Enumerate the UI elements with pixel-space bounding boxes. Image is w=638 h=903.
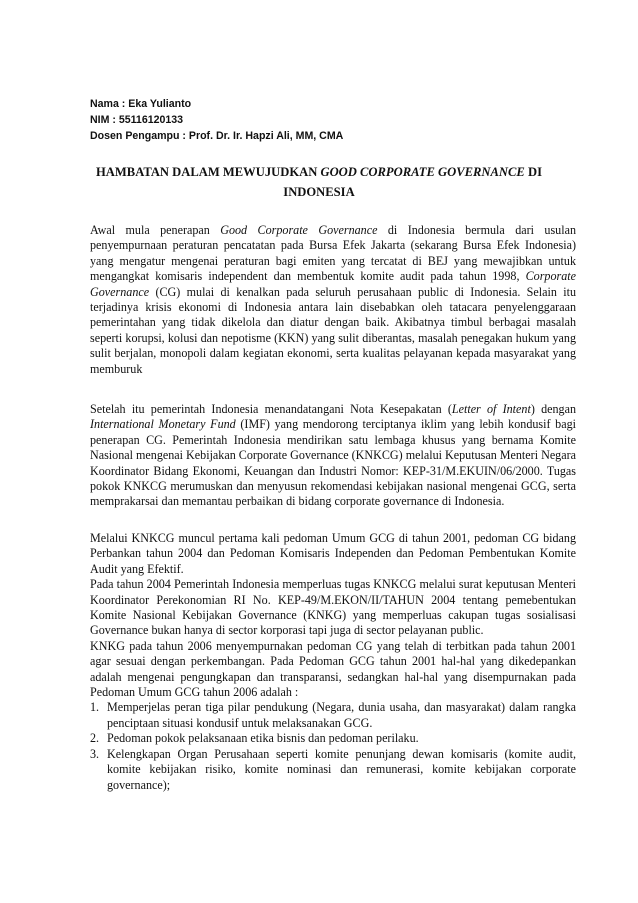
document-title — [90, 162, 548, 202]
list-item: 1. Memperjelas peran tiga pilar pendukung (Negara, dunia usaha, dan masyarakat) dalam rangka penciptaan situasi kondusif untuk melaksanakan GCG. — [90, 700, 576, 730]
paragraph-3a: Melalui KNKCG muncul pertama kali pedoman Umum GCG di tahun 2001, pedoman CG bidang Perbankan tahun 2004 dan Pedoman Komisaris Independen dan Pedoman Pembentukan Komite Audit yang Efektif. — [90, 531, 576, 576]
improvement-list — [90, 700, 576, 792]
author-info — [90, 96, 343, 144]
paragraph-3c: KNKG pada tahun 2006 menyempurnakan pedoman CG yang telah di terbitkan pada tahun 2001 agar sesuai dengan perkembangan. Pada Pedoman GCG tahun 2001 hal-hal yang dikedepankan adalah mengenai pengungkapan dan transparansi, sedangkan hal-hal yang disempurnakan pada Pedoman Umum GCG tahun 2006 adalah : — [90, 638, 576, 700]
student-nim: NIM : 55116120133 — [90, 114, 184, 126]
title-text-3: INDONESIA — [283, 185, 355, 199]
title-text-2: DI — [524, 165, 542, 179]
lecturer: Dosen Pengampu : Prof. Dr. Ir. Hapzi Ali, MM, CMA — [90, 130, 344, 142]
list-item: 3. Kelengkapan Organ Perusahaan seperti komite penunjang dewan komisaris (komite audit, komite kebijakan risiko, komite nominasi dan remunerasi, komite kebijakan corporate governance); — [90, 746, 576, 792]
paragraph-3 — [90, 531, 576, 793]
paragraph-2: Setelah itu pemerintah Indonesia menandatangani Nota Kesepakatan (Letter of Intent) dengan International Monetary Fund (IMF) yang mendorong terciptanya iklim yang lebih kondusif bagi penerapan CG. Pemerintah Indonesia mendirikan satu lembaga khusus yang bernama Komite Nasional mengenai Kebijakan Corporate Governance (KNKCG) melalui Keputusan Menteri Negara Koordinator Bidang Ekonomi, Keuangan dan Industri Nomor: KEP-31/M.EKUIN/06/2000. Tugas pokok KNKCG merumuskan dan menyusun rekomendasi kebijakan nasional mengenai GCG, serta memprakarsai dan memantau perbaikan di bidang corporate governance di Indonesia. — [90, 402, 576, 509]
paragraph-1: Awal mula penerapan Good Corporate Governance di Indonesia bermula dari usulan penyempurnaan peraturan pencatatan pada Bursa Efek Jakarta (sekarang Bursa Efek Indonesia) yang mengatur mengenai peraturan bagi emiten yang tercatat di BEJ yang mewajibkan untuk mengangkat komisaris independent dan membentuk komite audit pada tahun 1998, Corporate Governance (CG) mulai di kenalkan pada seluruh perusahaan public di Indonesia. Selain itu terjadinya krisis ekonomi di Indonesia antara lain disebabkan oleh tatacara penyelenggaraan pemerintahan yang tidak dikelola dan diatur dengan baik. Akibatnya timbul berbagai masalah seperti korupsi, kolusi dan nepotisme (KKN) yang sulit diberantas, masalah penegakan hukum yang sulit berjalan, monopoli dalam kegiatan ekonomi, serta kualitas pelayanan kepada masyarakat yang memburuk — [90, 223, 576, 376]
title-italic: GOOD CORPORATE GOVERNANCE — [320, 165, 525, 179]
student-name: Nama : Eka Yulianto — [90, 98, 192, 110]
paragraph-3b: Pada tahun 2004 Pemerintah Indonesia memperluas tugas KNKCG melalui surat keputusan Menteri Koordinator Perekonomian RI No. KEP-49/M.EKON/II/TAHUN 2004 tentang pemebentukan Komite Nasional Kebijakan Governance (KNKG) yang memperluas cakupan tugas sosialisasi Governance bukan hanya di sector korporasi tapi juga di sector pelayanan public. — [90, 577, 576, 638]
title-text-1: HAMBATAN DALAM MEWUJUDKAN — [96, 165, 321, 179]
list-item: 2. Pedoman pokok pelaksanaan etika bisnis dan pedoman perilaku. — [90, 731, 419, 746]
